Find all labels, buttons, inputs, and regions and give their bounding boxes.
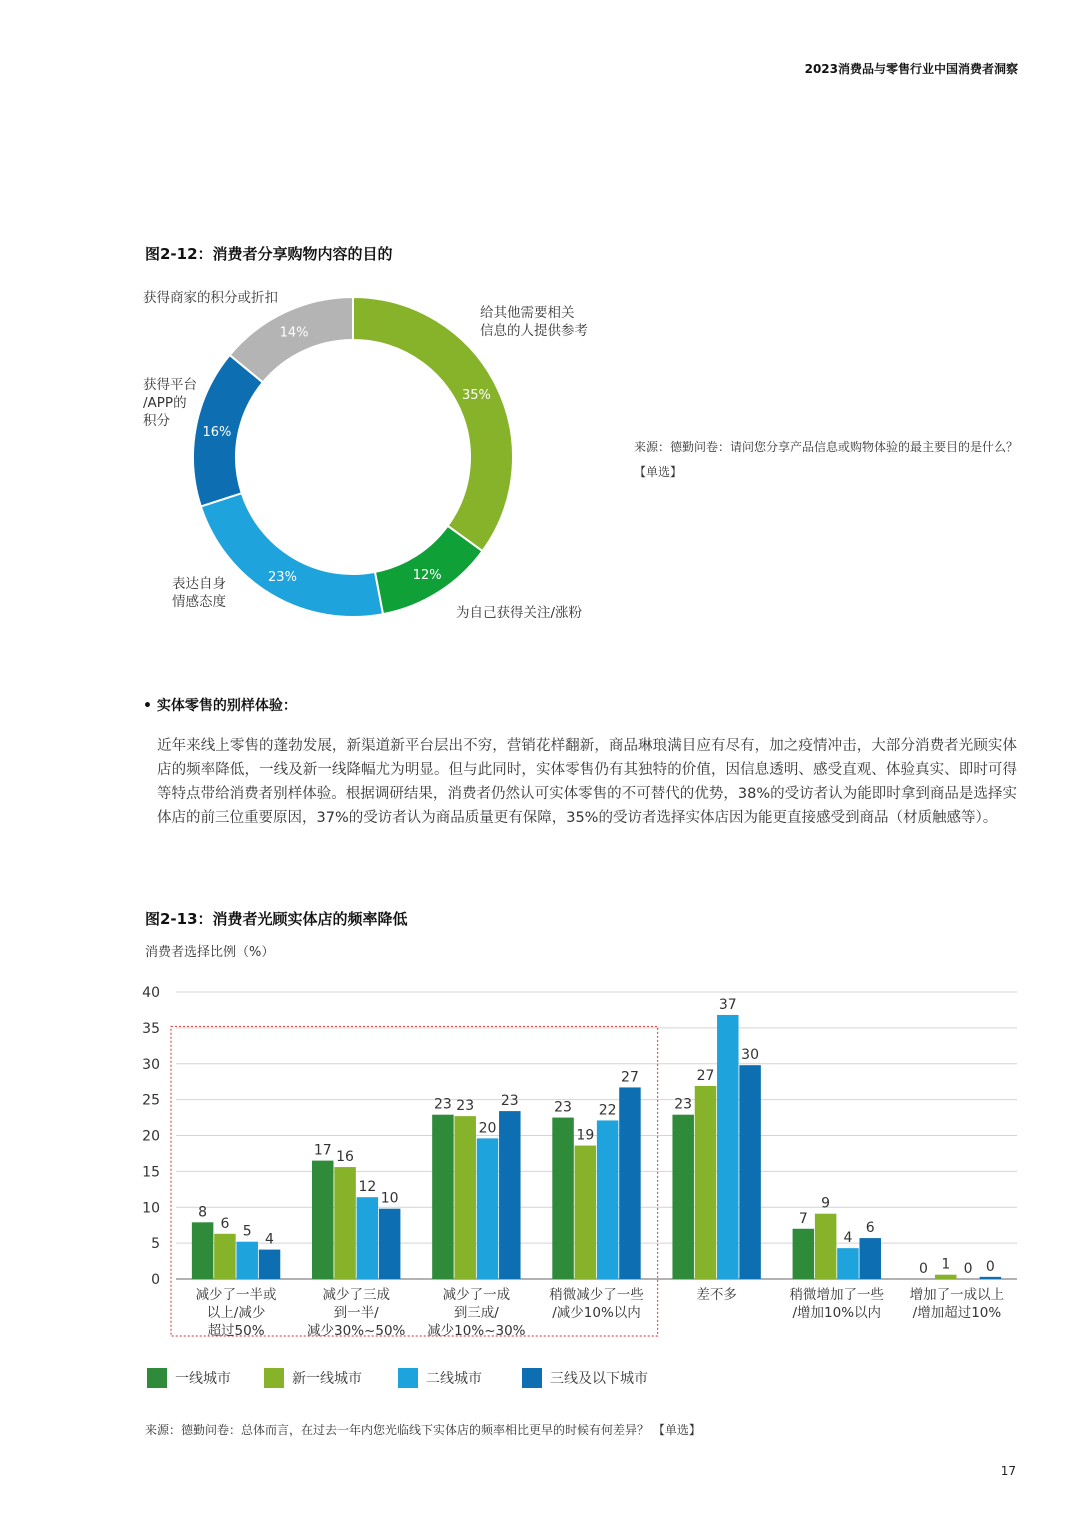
- donut-slice-label: 获得商家的积分或折扣: [143, 290, 278, 306]
- x-category-label: 减少10%~30%: [427, 1323, 526, 1339]
- donut-slice-label: 获得平台: [143, 377, 197, 393]
- y-tick-label: 15: [142, 1164, 160, 1181]
- bar: [717, 1015, 739, 1279]
- y-tick-label: 25: [142, 1092, 160, 1109]
- x-category-label: 减少了一成: [442, 1287, 511, 1303]
- section-bullet-title: • 实体零售的别样体验：: [143, 698, 297, 714]
- bar-chart-ylabel: 消费者选择比例（%）: [145, 945, 275, 960]
- bar-value-label: 8: [198, 1204, 208, 1221]
- bar-value-label: 16: [336, 1149, 354, 1166]
- x-category-label: /增加超过10%: [912, 1305, 1002, 1321]
- x-category-label: 差不多: [696, 1287, 737, 1303]
- y-tick-label: 40: [142, 985, 160, 1001]
- y-tick-label: 35: [142, 1020, 160, 1037]
- bar-value-label: 4: [265, 1231, 274, 1248]
- y-tick-label: 5: [151, 1236, 160, 1253]
- bar: [597, 1120, 619, 1279]
- x-category-label: 减少30%~50%: [307, 1323, 406, 1339]
- bar-value-label: 23: [433, 1096, 452, 1113]
- y-tick-label: 20: [142, 1128, 160, 1145]
- donut-slice-label: 表达自身: [172, 576, 226, 592]
- bar-value-label: 17: [313, 1142, 332, 1159]
- x-category-label: /增加10%以内: [792, 1305, 882, 1321]
- bar-value-label: 6: [865, 1220, 875, 1237]
- bar-value-label: 0: [919, 1261, 928, 1277]
- bar-value-label: 23: [456, 1098, 475, 1115]
- donut-slice: [201, 493, 383, 617]
- bar: [357, 1197, 379, 1279]
- donut-slice-percent: 12%: [412, 567, 442, 583]
- page-number: 17: [1000, 1464, 1016, 1478]
- bar-value-label: 1: [941, 1256, 951, 1273]
- bar: [552, 1118, 574, 1279]
- bar-value-label: 27: [621, 1069, 639, 1086]
- bar-value-label: 23: [674, 1096, 693, 1113]
- y-tick-label: 0: [151, 1272, 160, 1288]
- donut-slice-label: 为自己获得关注/涨粉: [456, 605, 583, 621]
- legend-label: 一线城市: [175, 1371, 231, 1387]
- donut-slice-percent: 14%: [279, 325, 309, 341]
- figure2-source: 来源：德勤问卷：总体而言，在过去一年内您光临线下实体店的频率相比更早的时候有何差异？ 【单选】: [145, 1423, 701, 1437]
- bar-value-label: 5: [242, 1223, 252, 1240]
- legend-swatch: [522, 1368, 542, 1388]
- x-category-label: 到一半/: [333, 1305, 379, 1321]
- y-tick-label: 30: [142, 1056, 160, 1073]
- figure1-source: 来源：德勤问卷：请问您分享产品信息或购物体验的最主要目的是什么？【单选】: [634, 440, 1019, 479]
- bar: [980, 1277, 1002, 1279]
- bar-value-label: 23: [554, 1099, 572, 1116]
- bar-value-label: 27: [696, 1067, 715, 1084]
- bar: [859, 1238, 881, 1279]
- x-category-label: 稍微增加了一些: [789, 1287, 885, 1303]
- bar-value-label: 30: [741, 1047, 760, 1064]
- legend-label: 二线城市: [426, 1371, 482, 1387]
- legend-swatch: [398, 1368, 418, 1388]
- bar: [672, 1115, 694, 1279]
- bar: [837, 1248, 859, 1279]
- bar: [499, 1111, 521, 1279]
- bar-value-label: 9: [821, 1195, 831, 1212]
- bar: [454, 1116, 476, 1279]
- legend-swatch: [147, 1368, 167, 1388]
- donut-slice-percent: 35%: [461, 388, 491, 404]
- bar: [739, 1065, 761, 1279]
- bar-value-label: 0: [963, 1261, 973, 1277]
- legend-label: 三线及以下城市: [550, 1371, 648, 1387]
- x-category-label: 以上/减少: [206, 1305, 266, 1321]
- y-tick-label: 10: [142, 1200, 160, 1217]
- bar-value-label: 20: [478, 1120, 497, 1137]
- bar: [477, 1138, 499, 1279]
- bar-value-label: 23: [500, 1093, 519, 1110]
- bar-value-label: 6: [220, 1215, 230, 1232]
- bar: [695, 1086, 717, 1279]
- donut-slice-percent: 23%: [268, 570, 297, 586]
- donut-slice-percent: 16%: [202, 425, 232, 441]
- donut-chart: [0, 0, 1080, 660]
- bar-value-label: 22: [598, 1102, 617, 1119]
- legend-item: [264, 1368, 362, 1388]
- bar-value-label: 37: [718, 996, 737, 1013]
- x-category-label: 超过50%: [207, 1323, 265, 1339]
- figure1-title: 图2-12：消费者分享购物内容的目的: [145, 245, 393, 263]
- x-category-label: 减少了一半或: [195, 1287, 277, 1303]
- x-category-label: 增加了一成以上: [909, 1287, 1005, 1303]
- x-category-label: 稍微减少了一些: [549, 1287, 644, 1303]
- bar-value-label: 19: [576, 1127, 595, 1144]
- bar-value-label: 10: [380, 1190, 399, 1207]
- legend-item: [522, 1368, 648, 1388]
- x-category-label: /减少10%以内: [552, 1305, 641, 1321]
- bar: [214, 1234, 236, 1279]
- bar: [575, 1146, 597, 1279]
- bar: [815, 1214, 837, 1279]
- bar: [793, 1229, 815, 1279]
- bar: [259, 1250, 281, 1279]
- legend-swatch: [264, 1368, 284, 1388]
- legend-item: [398, 1368, 482, 1388]
- bar-value-label: 12: [358, 1179, 377, 1196]
- donut-slice-label: 情感态度: [172, 594, 226, 610]
- bar: [192, 1222, 214, 1279]
- donut-slice-label: 给其他需要相关: [480, 305, 575, 321]
- bar-value-label: 0: [985, 1258, 995, 1275]
- x-category-label: 到三成/: [453, 1305, 499, 1321]
- legend-item: [147, 1368, 231, 1388]
- donut-slice-label: 信息的人提供参考: [480, 323, 588, 339]
- figure2-title: 图2-13：消费者光顾实体店的频率降低: [145, 910, 408, 928]
- bar-value-label: 7: [798, 1210, 808, 1227]
- donut-slice-label: /APP的: [143, 395, 187, 411]
- bar: [619, 1087, 641, 1279]
- report-header-title: 2023消费品与零售行业中国消费者洞察: [804, 62, 1018, 76]
- donut-slice-label: 积分: [143, 413, 170, 429]
- bar: [432, 1115, 454, 1279]
- bar: [379, 1209, 401, 1279]
- x-category-label: 减少了三成: [322, 1287, 390, 1303]
- legend-label: 新一线城市: [292, 1371, 362, 1387]
- bar-chart: [0, 970, 1080, 1350]
- section-bullet-title-text: 实体零售的别样体验：: [156, 698, 297, 714]
- bar: [935, 1275, 957, 1279]
- bar: [312, 1161, 334, 1279]
- bar: [236, 1242, 258, 1279]
- bar-value-label: 4: [843, 1230, 853, 1247]
- section-body-text: 近年来线上零售的蓬勃发展，新渠道新平台层出不穷，营销花样翻新，商品琳琅满目应有尽有，加之疫情冲击，大部分消费者光顾实体店的频率降低，一线及新一线降幅尤为明显。但与此同时，实体零售仍有其独特的价值，因信息透明、感受直观、体验真实、即时可得等特点带给消费者别样体验。根据调研结果，消费者仍然认可实体零售的不可替代的优势，38%的受访者认为能即时拿到商品是选择实体店的前三位重要原因，37%的受访者认为商品质量更有保障，35%的受访者选择实体店因为能更直接感受到商品（材质触感等）。: [157, 738, 1017, 826]
- bar: [334, 1167, 356, 1279]
